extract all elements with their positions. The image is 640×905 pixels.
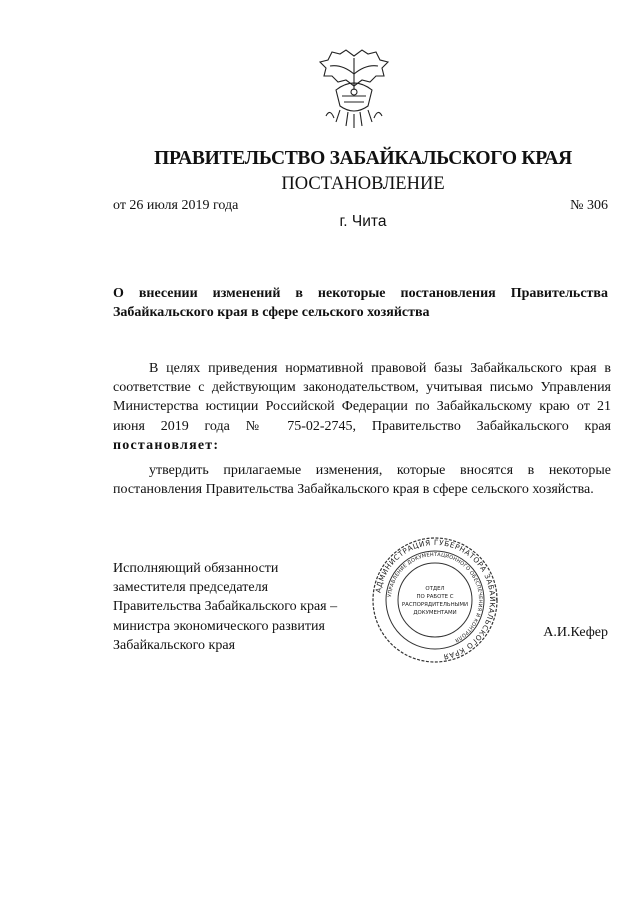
document-city: г. Чита — [339, 213, 387, 230]
signer-title-line: Забайкальского края — [113, 637, 236, 653]
document-subject: О внесении изменений в некоторые постановления Правительства Забайкальского края в сфере сельского хозяйства — [113, 286, 608, 320]
document-date: от 26 июля 2019 года — [113, 198, 239, 213]
signer-title-line: Правительства Забайкальского края – — [113, 599, 338, 615]
signer-title-line: Исполняющий обязанности — [113, 561, 279, 576]
body-paragraph-1-text: В целях приведения нормативной правовой базы Забайкальского края в соответствие с действующим законодательством, учитывая письмо Управления Министерства юстиции Российской Федерации по Забайкальскому краю от 21 июня 2019 года № 75-02-2745, Правительство Забайкальского края — [113, 361, 611, 434]
stamp-inner-ring-text: УПРАВЛЕНИЕ ДОКУМЕНТАЦИОННОГО ОБЕСПЕЧЕНИЯ И КОНТРОЛЯ — [387, 551, 484, 643]
stamp-center-line: РАСПОРЯДИТЕЛЬНЫМИ — [401, 602, 469, 608]
stamp-center-line: ПО РАБОТЕ С — [416, 594, 454, 600]
signer-name: А.И.Кефер — [543, 625, 608, 640]
government-name: ПРАВИТЕЛЬСТВО ЗАБАЙКАЛЬСКОГО КРАЯ — [154, 148, 572, 169]
document-body — [113, 359, 611, 499]
body-paragraph-2: утвердить прилагаемые изменения, которые вносятся в некоторые постановления Правительства Забайкальского края в сфере сельского хозяйства. — [113, 463, 611, 498]
body-paragraph-1 — [113, 359, 611, 455]
coat-of-arms-icon — [318, 46, 390, 132]
signer-title-line: министра экономического развития — [113, 618, 325, 634]
document-number: № 306 — [570, 198, 608, 213]
stamp-center-line: ДОКУМЕНТАМИ — [413, 610, 457, 616]
signer-title — [113, 559, 337, 655]
official-stamp — [371, 536, 499, 664]
document-type: ПОСТАНОВЛЕНИЕ — [281, 174, 445, 194]
stamp-outer-text: АДМИНИСТРАЦИЯ ГУБЕРНАТОРА ЗАБАЙКАЛЬСКОГО КРАЯ — [373, 537, 498, 662]
decree-word: постановляет: — [113, 437, 220, 453]
stamp-center-line: ОТДЕЛ — [425, 586, 445, 592]
signer-title-line: заместителя председателя — [113, 580, 269, 596]
